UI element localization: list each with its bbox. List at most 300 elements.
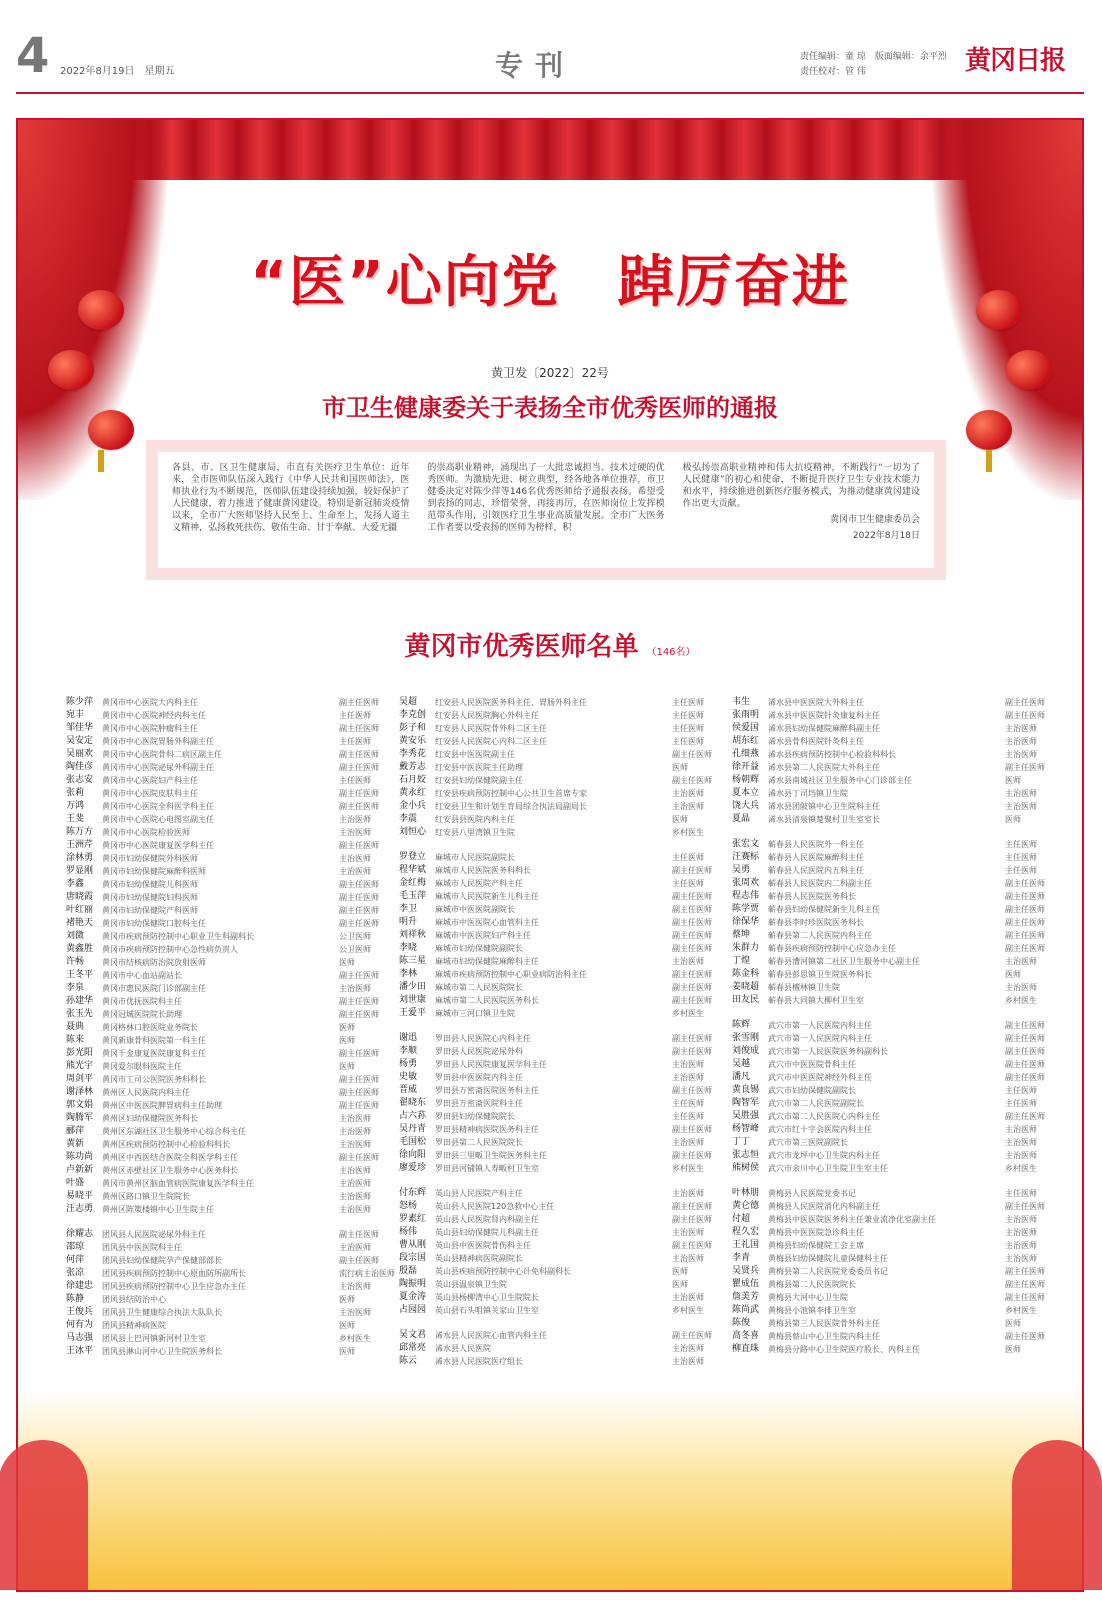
doctor-name: 陈金科 [732,969,760,979]
doctor-entry [399,981,722,994]
doctor-title: 副主任医师 [339,763,379,772]
doctor-title: 副主任医师 [1005,1202,1045,1211]
doctor-title: 副主任医师 [1005,1293,1045,1302]
doctor-name: 张莉 [66,788,85,798]
honor-list-group [66,696,389,1216]
doctor-entry [732,864,1055,877]
doctor-name: 李泉 [66,983,85,993]
doctor-unit: 罗田县人民医院泌尿外科 [435,1047,523,1056]
doctor-entry [66,748,389,761]
doctor-name: 刘恒心 [399,827,427,837]
doctor-entry [66,839,389,852]
doctor-name: 王冬平 [66,970,94,980]
page-number: 4 [16,28,50,84]
doctor-title: 主任医师 [339,711,371,720]
doctor-entry [732,1226,1055,1239]
doctor-entry [732,1162,1055,1175]
doctor-entry [399,1123,722,1136]
doctor-entry [66,1332,389,1345]
doctor-entry [66,696,389,709]
doctor-unit: 黄梅县蔡山中心卫生院内科主任 [768,1332,880,1341]
footer-decoration [18,1390,1082,1590]
doctor-title: 主任医师 [672,737,704,746]
doctor-title: 主任医师 [1005,866,1037,875]
doctor-title: 乡村医生 [672,1306,704,1315]
doctor-unit: 黄冈新康骨科医院第一科主任 [102,1036,206,1045]
doctor-entry [66,917,389,930]
tassel-icon [98,450,104,472]
doctor-name: 刘俊成 [732,1046,760,1056]
doctor-entry [399,1097,722,1110]
column-name: 专刊 [495,49,576,82]
doctor-unit: 黄梅县妇幼保健院儿童保健科主任 [768,1254,888,1263]
doctor-title: 主任医师 [1005,1099,1037,1108]
doctor-title: 副主任医师 [339,919,379,928]
doctor-entry [66,1164,389,1177]
doctor-entry [66,1280,389,1293]
doctor-unit: 麻城市三河口镇卫生院 [435,1009,515,1018]
doctor-entry [66,982,389,995]
doctor-entry [66,930,389,943]
doctor-title: 副主任医师 [1005,879,1045,888]
doctor-name: 刘祥秋 [399,930,427,940]
doctor-name: 陈云 [399,1356,418,1366]
doctor-title: 副主任医师 [1005,711,1045,720]
doctor-title: 主治医师 [339,1140,371,1149]
doctor-title: 副主任医师 [1005,905,1045,914]
doctor-name: 陈静 [66,1294,85,1304]
doctor-unit: 黄冈市中心医院康复医学科主任 [102,841,214,850]
doctor-entry [66,1138,389,1151]
doctor-name: 晋威 [399,1085,418,1095]
honor-list-group [732,1019,1055,1175]
doctor-name: 叶红丽 [66,905,94,915]
doctor-name: 杨伟 [399,1227,418,1237]
doctor-entry [732,1317,1055,1330]
doctor-name: 徐建忠 [66,1281,94,1291]
doctor-entry [399,916,722,929]
honor-list-group [399,696,722,839]
doctor-entry [66,891,389,904]
doctor-unit: 浠水县疾病预防控制中心检验科科长 [768,750,896,759]
doctor-name: 陶腾军 [66,1113,94,1123]
doctor-entry [732,929,1055,942]
honor-list-column [732,696,1055,1380]
doctor-name: 张雨明 [732,710,760,720]
honor-list-group [399,1329,722,1368]
doctor-title: 主任医师 [672,1099,704,1108]
doctor-title: 副主任医师 [339,802,379,811]
doctor-unit: 浠水县南城社区卫生服务中心门诊部主任 [768,776,912,785]
doctor-entry [732,1187,1055,1200]
doctor-title: 公卫医师 [339,932,371,941]
doctor-name: 何有为 [66,1320,94,1330]
doctor-unit: 黄州区妇幼保健院医务科长 [102,1114,198,1123]
footer-cloud-decoration [0,1440,88,1590]
doctor-name: 陈辉 [732,1020,751,1030]
doctor-entry [66,1086,389,1099]
doctor-unit: 团风县妇幼保健院孕产保健部部长 [102,1256,222,1265]
notice-title: 市卫生健康委关于表扬全市优秀医师的通报 [322,393,778,422]
doctor-entry [66,1228,389,1241]
doctor-unit: 团风县人民医院泌尿外科主任 [102,1230,206,1239]
doctor-entry [732,696,1055,709]
doctor-title: 医师 [339,1347,355,1356]
doctor-entry [66,735,389,748]
doctor-entry [399,1032,722,1045]
doctor-title: 主治医师 [1005,724,1037,733]
doctor-name: 罗显刚 [66,866,94,876]
doctor-entry [399,1265,722,1278]
honor-list-grid [66,696,1056,1380]
doctor-name: 李克创 [399,710,427,720]
doctor-name: 杨朝辉 [732,775,760,785]
honor-list-group [732,838,1055,1007]
doctor-unit: 蕲春县李时珍医院医务科长 [768,918,864,927]
doctor-entry [66,709,389,722]
doctor-unit: 团风县卫生健康综合执法大队队长 [102,1308,222,1317]
editor-credits: 责任编辑：童 琼 版面编辑：余平烈 责任校对：管 伟 [800,52,956,77]
doctor-title: 主治医师 [672,789,704,798]
doctor-unit: 罗田县妇幼保健院院长 [435,1112,515,1121]
doctor-title: 主治医师 [1005,957,1037,966]
doctor-entry [732,800,1055,813]
doctor-title: 医师 [339,958,355,967]
doctor-unit: 黄冈市疾病预防控制中心急性病负责人 [102,945,238,954]
doctor-name: 许畅 [66,957,85,967]
doctor-name: 彭光阳 [66,1048,94,1058]
doctor-unit: 英山县温泉镇卫生院 [435,1280,507,1289]
doctor-unit: 黄冈市优抚医院科主任 [102,997,182,1006]
doctor-title: 医师 [339,1321,355,1330]
doctor-entry [732,1252,1055,1265]
doctor-unit: 黄冈市中心医院泌尿外科副主任 [102,763,214,772]
doctor-unit: 黄冈市中心医院胃肠外科副主任 [102,737,214,746]
doctor-name: 陶振明 [399,1279,427,1289]
footer-cloud-decoration [1012,1440,1102,1590]
doctor-name: 罗素红 [399,1214,427,1224]
doctor-title: 副主任医师 [339,724,379,733]
doctor-entry [399,800,722,813]
doctor-title: 主任医师 [1005,1086,1037,1095]
doctor-entry [66,1047,389,1060]
doctor-name: 孔细燕 [732,749,760,759]
doctor-unit: 黄州区疾病预防控制中心检验科科长 [102,1140,230,1149]
doctor-entry [399,1342,722,1355]
doctor-entry [66,904,389,917]
doctor-title: 副主任医师 [672,1151,712,1160]
doctor-name: 邵琼 [66,1242,85,1252]
doctor-entry [66,865,389,878]
doctor-entry [66,1345,389,1358]
doctor-name: 黄良锡 [732,1085,760,1095]
doctor-title: 副主任医师 [672,970,712,979]
honor-list-group [732,696,1055,826]
doctor-entry [66,969,389,982]
doctor-unit: 黄梅县大河中心卫生院 [768,1293,848,1302]
doctor-entry [399,696,722,709]
doctor-title: 主治医师 [672,1138,704,1147]
doctor-unit: 红安县人民医院心内科二区主任 [435,737,547,746]
doctor-entry [399,1162,722,1175]
doctor-name: 谢迅 [399,1033,418,1043]
doctor-name: 黄安乐 [399,736,427,746]
notice-paragraph: 极弘扬崇高职业精神和伟大抗疫精神，不断践行“一切为了人民健康”的初心和使命，不断提升医疗卫生专业技术能力和水平，持续推进创新医疗服务模式，为推动健康黄冈建设作出更大贡献。 [682,463,920,509]
doctor-entry [399,748,722,761]
doctor-name: 熊树侯 [732,1163,760,1173]
doctor-title: 主治医师 [339,1308,371,1317]
doctor-unit: 黄冈市中心医院肿瘤科主任 [102,724,198,733]
doctor-entry [66,1306,389,1319]
doctor-unit: 武穴市第三医院副院长 [768,1138,848,1147]
doctor-unit: 浠水县人民医院 [435,1344,491,1353]
doctor-entry [66,774,389,787]
doctor-unit: 罗田县中医医院内科主任 [435,1073,523,1082]
doctor-title: 乡村医生 [672,1164,704,1173]
doctor-title: 主治医师 [672,1254,704,1263]
doctor-title: 主治医师 [672,957,704,966]
newspaper-logo: 黄冈日报 [965,46,1066,76]
doctor-title: 主治医师 [339,854,371,863]
doctor-title: 副主任医师 [672,983,712,992]
doctor-name: 戴芳志 [399,762,427,772]
doctor-title: 副主任医师 [672,944,712,953]
doctor-entry [66,761,389,774]
doctor-entry [66,1293,389,1306]
doctor-name: 汪志勇 [66,1204,94,1214]
doctor-title: 副主任医师 [672,1331,712,1340]
doctor-title: 主治医师 [1005,1151,1037,1160]
doctor-entry [399,774,722,787]
doctor-unit: 黄冈市中心医院神经内科主任 [102,711,206,720]
doctor-title: 主治医师 [672,1189,704,1198]
doctor-entry [399,877,722,890]
doctor-title: 副主任医师 [672,750,712,759]
doctor-title: 副主任医师 [672,918,712,927]
doctor-name: 丁煌 [732,956,751,966]
doctor-unit: 黄冈市妇幼保健院麻醉科医师 [102,867,206,876]
doctor-name: 徐开益 [732,762,760,772]
doctor-title: 副主任医师 [339,1075,379,1084]
doctor-name: 毛国松 [399,1137,427,1147]
doctor-name: 黄鑫胜 [66,944,94,954]
doctor-title: 主任医师 [339,776,371,785]
doctor-unit: 麻城市疾病预防控制中心职业病防治科主任 [435,970,587,979]
doctor-entry [732,1071,1055,1084]
doctor-title: 医师 [339,1295,355,1304]
doctor-title: 主任医师 [1005,840,1037,849]
doctor-unit: 黄冈千金康复医院康复科主任 [102,1049,206,1058]
doctor-unit: 浠水县人民医院医疗组长 [435,1357,523,1366]
doctor-name: 唐晓霞 [66,892,94,902]
doctor-entry [399,864,722,877]
doctor-name: 熊光宇 [66,1061,94,1071]
doctor-name: 叶盛 [66,1178,85,1188]
doctor-unit: 黄梅县人民医院消化内科副主任 [768,1202,880,1211]
doctor-title: 副主任医师 [1005,892,1045,901]
doctor-title: 主治医师 [1005,1254,1037,1263]
doctor-entry [399,709,722,722]
doctor-name: 黄新 [66,1139,85,1149]
doctor-name: 张雪刚 [732,1033,760,1043]
doctor-entry [66,826,389,839]
doctor-unit: 黄梅县中医医院急诊科主任 [768,1228,864,1237]
doctor-name: 陈学贾 [732,904,760,914]
doctor-unit: 麻城市人民医院医务科科长 [435,866,531,875]
doctor-name: 金红梅 [399,878,427,888]
doctor-name: 吴越 [732,1059,751,1069]
doctor-unit: 团风县上巴河镇新河村卫生室 [102,1334,206,1343]
doctor-name: 程志伟 [732,891,760,901]
doctor-name: 张志安 [66,775,94,785]
doctor-title: 医师 [1005,815,1021,824]
doctor-title: 副主任医师 [339,1153,379,1162]
doctor-entry [732,890,1055,903]
doctor-unit: 英山县杨柳湾中心卫生院院长 [435,1293,539,1302]
honor-list-title: 黄冈市优秀医师名单 [404,632,639,662]
doctor-unit: 蕲春县人民医院医务科长 [768,892,856,901]
doctor-title: 主任医师 [672,711,704,720]
doctor-name: 陈三星 [399,956,427,966]
doctor-title: 副主任医师 [672,931,712,940]
doctor-unit: 黄梅县第二人民医院党委委员书记 [768,1267,888,1276]
doctor-unit: 麻城市中医医院心血管科主任 [435,918,539,927]
doctor-title: 主治医师 [1005,737,1037,746]
doctor-entry [66,1319,389,1332]
doctor-title: 主治医师 [1005,1125,1037,1134]
doctor-entry [399,942,722,955]
doctor-name: 付超 [732,1214,751,1224]
doctor-title: 主治医师 [339,828,371,837]
doctor-entry [732,1304,1055,1317]
doctor-name: 吴勇 [732,865,751,875]
doctor-name: 占园园 [399,1305,427,1315]
doctor-name: 易晓平 [66,1191,94,1201]
doctor-name: 夏金涛 [399,1292,427,1302]
doctor-entry [732,1123,1055,1136]
doctor-unit: 黄梅县小池镇李排卫生室 [768,1306,856,1315]
doctor-title: 主治医师 [1005,1138,1037,1147]
doctor-unit: 蕲春县檀林镇卫生院 [768,983,840,992]
doctor-unit: 团风县淋山河中心卫生院医务科长 [102,1347,222,1356]
doctor-name: 宛丰 [66,710,85,720]
doctor-name: 刘微 [66,931,85,941]
doctor-title: 主治医师 [1005,802,1037,811]
doctor-title: 副主任医师 [339,698,379,707]
doctor-entry [732,903,1055,916]
doctor-entry [732,877,1055,890]
doctor-entry [399,890,722,903]
doctor-entry [66,800,389,813]
doctor-name: 付东辉 [399,1188,427,1198]
doctor-entry [66,787,389,800]
masthead-rule [16,92,1084,94]
doctor-entry [732,851,1055,864]
doctor-entry [399,1304,722,1317]
doctor-title: 主治医师 [339,815,371,824]
issue-date: 2022年8月19日 星期五 [60,66,175,77]
doctor-name: 詹美芳 [732,1292,760,1302]
doctor-name: 明升 [399,917,418,927]
doctor-unit: 英山县精神病医院副院长 [435,1254,523,1263]
doctor-title: 主治医师 [339,1282,371,1291]
doctor-name: 李震 [399,814,418,824]
doctor-unit: 黄冈格林口腔医院业务院长 [102,1023,198,1032]
doctor-entry [399,722,722,735]
doctor-name: 徐保华 [732,917,760,927]
doctor-unit: 浠水县骨科医院针灸科主任 [768,737,864,746]
doctor-entry [66,813,389,826]
doctor-entry [732,787,1055,800]
doctor-entry [732,722,1055,735]
doctor-unit: 麻城市人民医院新生儿科主任 [435,892,539,901]
doctor-entry [66,943,389,956]
doctor-title: 医师 [672,763,688,772]
doctor-entry [732,735,1055,748]
doctor-unit: 黄梅县第三人民医院骨外科主任 [768,1319,880,1328]
doctor-unit: 黄梅县中医医院医务科主任兼业流净化室副主任 [768,1215,936,1224]
doctor-name: 廖爱珍 [399,1163,427,1173]
doctor-unit: 浠水县中医医院针灸康复科主任 [768,711,880,720]
doctor-name: 陶智军 [732,1098,760,1108]
doctor-unit: 浠水县清泉镇楚聚村卫生室室长 [768,815,880,824]
doctor-title: 主任医师 [672,853,704,862]
doctor-title: 主治医师 [672,802,704,811]
doctor-name: 吴胜强 [732,1111,760,1121]
doctor-entry [399,1149,722,1162]
doctor-name: 黄仑德 [732,1201,760,1211]
doctor-entry [732,1343,1055,1356]
doctor-entry [732,1019,1055,1032]
honor-list-group [732,1187,1055,1356]
doctor-entry [732,1032,1055,1045]
doctor-name: 吴安定 [66,736,94,746]
doctor-unit: 蕲春县漕河镇第二社区卫生服务中心副主任 [768,957,920,966]
doctor-unit: 浠水县妇幼保健院麻醉科副主任 [768,724,880,733]
doctor-name: 吴丹青 [399,1124,427,1134]
doctor-name: 潘少田 [399,982,427,992]
doctor-title: 乡村医生 [1005,1164,1037,1173]
doctor-title: 副主任医师 [672,1047,712,1056]
doctor-title: 主治医师 [672,1357,704,1366]
doctor-entry [399,1213,722,1226]
doctor-title: 副主任医师 [339,1256,379,1265]
honor-list-group [399,1187,722,1317]
doctor-name: 王冰平 [66,1346,94,1356]
doctor-unit: 红安县妇幼保健院副主任 [435,776,523,785]
doctor-name: 柳直珠 [732,1344,760,1354]
doctor-entry [399,1084,722,1097]
doctor-unit: 黄冈市中心医院妇产科主任 [102,776,198,785]
doctor-entry [732,981,1055,994]
doctor-entry [732,813,1055,826]
doctor-entry [732,916,1055,929]
doctor-entry [66,956,389,969]
doctor-title: 副主任医师 [339,841,379,850]
doctor-entry [399,1187,722,1200]
doctor-name: 朱群力 [732,943,760,953]
doctor-name: 褚艳天 [66,918,94,928]
doctor-entry [66,1099,389,1112]
doctor-unit: 麻城市中医医院妇产科主任 [435,931,531,940]
notice-box [146,440,946,580]
doctor-title: 主治医师 [1005,983,1037,992]
doctor-title: 医师 [339,1062,355,1071]
doctor-entry [66,995,389,1008]
doctor-name: 丁丁 [732,1137,751,1147]
doctor-title: 主治医师 [1005,1241,1037,1250]
doctor-name: 张志恒 [732,1150,760,1160]
